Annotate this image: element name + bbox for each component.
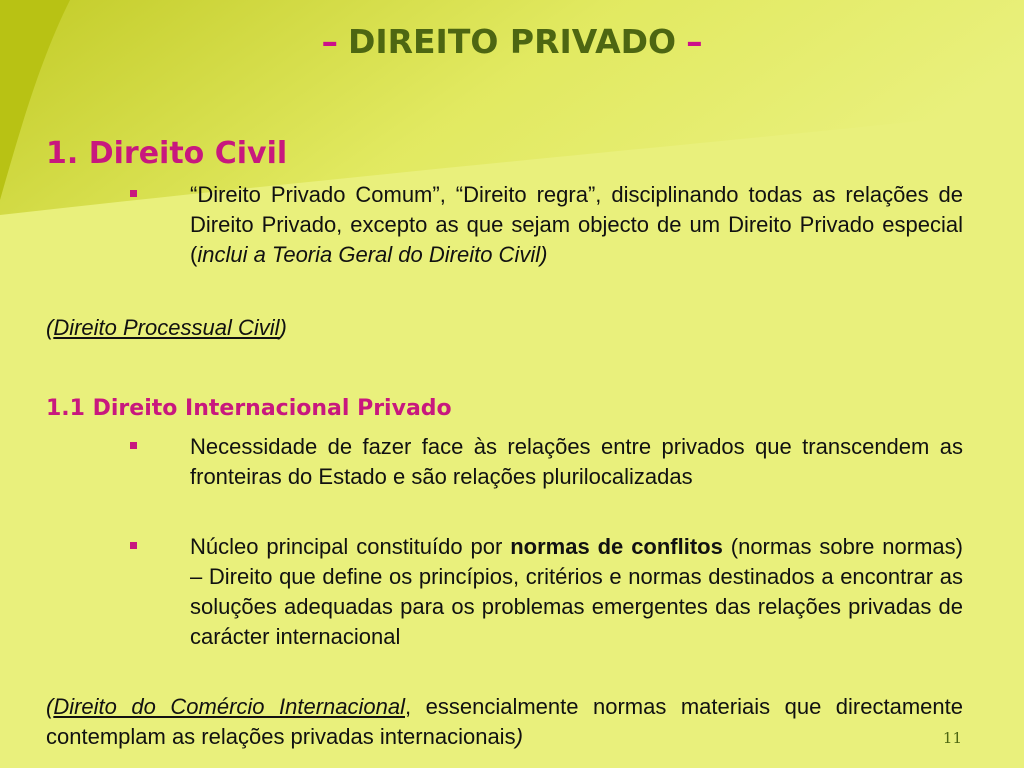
slide-title [0, 22, 1024, 61]
section-heading-direito-internacional-privado: 1.1 Direito Internacional Privado [46, 396, 452, 421]
note-close-paren: ) [279, 315, 287, 340]
bullet-text: “Direito Privado Comum”, “Direito regra”, disciplinando todas as relações de Direito Privado, excepto as que sejam objecto de um Direito Privado especial ( [190, 182, 963, 267]
bullet-text-after: (normas sobre normas) – Direito que define os princípios, critérios e normas destinados a encontrar as soluções adequadas para os problemas emergentes das relações privadas de carácter internacional [190, 534, 963, 649]
bullet-marker [130, 190, 137, 197]
title-dash-left: – [321, 22, 338, 61]
page-number: 11 [942, 729, 962, 747]
title-dash-right: – [686, 22, 703, 61]
note-open-paren: ( [46, 694, 54, 719]
note-direito-processual-civil [46, 313, 963, 343]
link-direito-comercio-internacional[interactable]: Direito do Comércio Internacional [53, 694, 405, 719]
note-close-paren: ) [515, 724, 523, 749]
section-heading-direito-civil: 1. Direito Civil [46, 136, 288, 171]
bullet-text-before: Núcleo principal constituído por [190, 534, 511, 559]
bullet-marker [130, 442, 137, 449]
link-direito-processual-civil[interactable]: Direito Processual Civil [53, 315, 280, 340]
note-text: , essencialmente normas materiais que directamente contemplam as relações privadas internacionais [46, 694, 963, 749]
note-direito-comercio-internacional [46, 692, 963, 752]
bullet-nucleo-principal [190, 532, 963, 652]
note-open-paren: ( [46, 315, 54, 340]
bullet-direito-civil [190, 180, 963, 270]
title-text: DIREITO PRIVADO [347, 22, 677, 61]
bullet-necessidade [190, 432, 963, 492]
bullet-text: Necessidade de fazer face às relações entre privados que transcendem as fronteiras do Estado e são relações plurilocalizadas [190, 434, 963, 489]
bullet-marker [130, 542, 137, 549]
bullet-bold-text: normas de conflitos [510, 534, 723, 559]
bullet-italic-text: inclui a Teoria Geral do Direito Civil) [197, 242, 548, 267]
